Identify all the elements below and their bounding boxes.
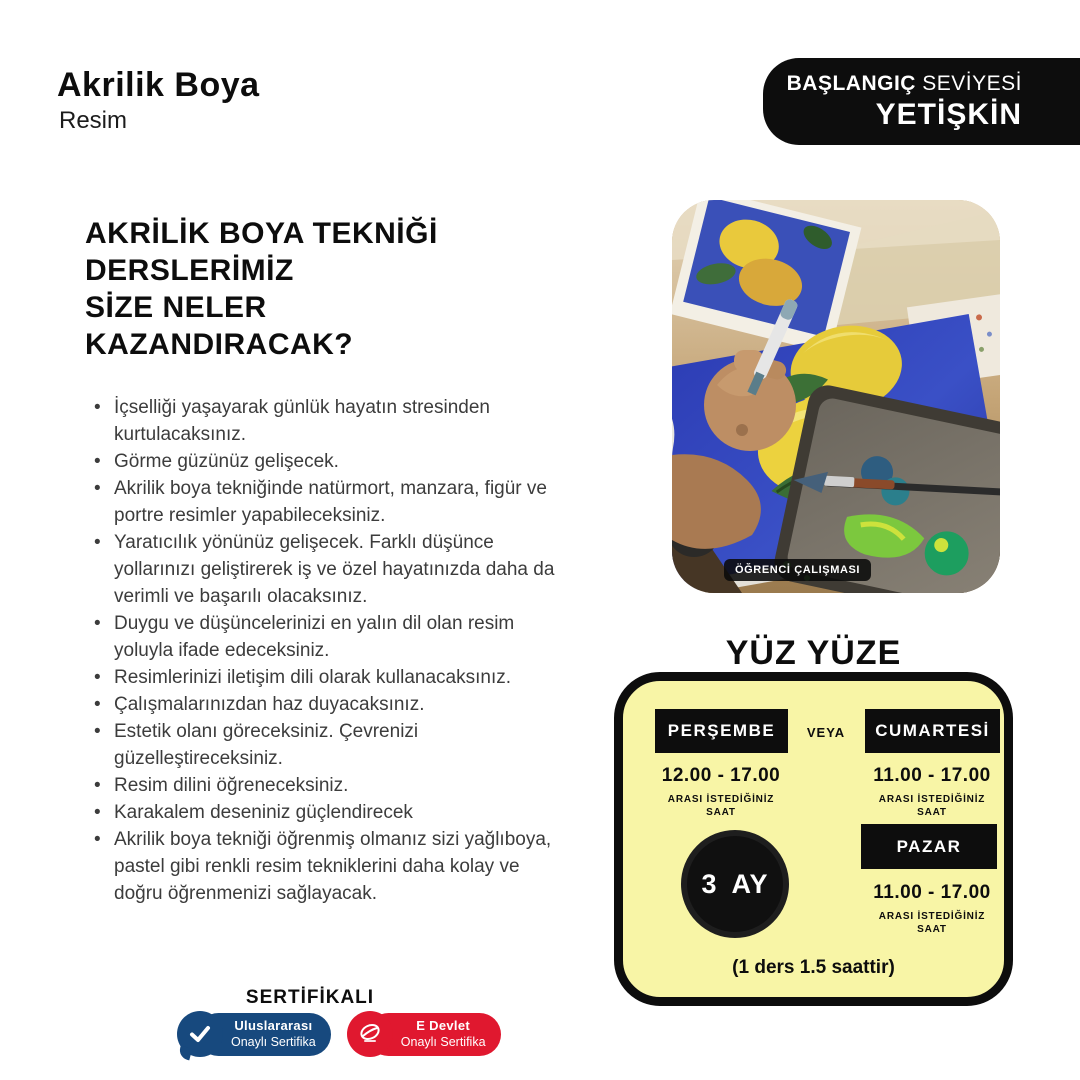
list-item: • Görme güzünüz gelişecek. <box>93 448 571 475</box>
list-item: • Duygu ve düşüncelerinizi en yalın dil olan resim yoluyla ifade edeceksiniz. <box>93 610 571 664</box>
hours-note-sunday: ARASI İSTEDİĞİNİZ SAAT <box>878 911 986 935</box>
list-item: • Akrilik boya tekniğinde natürmort, manzara, figür ve portre resimler yapabileceksiniz. <box>93 475 571 529</box>
certificate-title: Uluslararası <box>234 1017 313 1033</box>
course-subtitle: Resim <box>59 107 128 134</box>
duration-badge <box>681 830 789 938</box>
certificate-badge-international <box>177 1011 331 1057</box>
schedule-heading: YÜZ YÜZE <box>725 634 902 672</box>
hours-note-thursday: ARASI İSTEDİĞİNİZ SAAT <box>667 794 775 818</box>
intro-heading-line: DERSLERİMİZ <box>85 254 294 287</box>
list-item: • Karakalem deseniniz güçlendirecek <box>93 799 571 826</box>
level-badge-audience: YETİŞKİN <box>875 97 1022 131</box>
level-badge <box>763 58 1080 145</box>
intro-heading-line: SİZE NELER <box>85 291 267 324</box>
schedule-box <box>614 672 1013 1006</box>
certificate-badges <box>177 1011 501 1057</box>
day-chip-sunday: PAZAR <box>861 824 997 869</box>
certificates-heading: SERTİFİKALI <box>245 987 375 1008</box>
list-item: • Resim dilini öğreneceksiniz. <box>93 772 571 799</box>
list-item: • Akrilik boya tekniği öğrenmiş olmanız sizi yağlıboya, pastel gibi renkli resim tekniklerini daha kolay ve doğru öğrenmenizi sağlayacak. <box>93 826 571 907</box>
level-badge-line1 <box>763 72 1022 96</box>
or-label: VEYA <box>806 725 846 740</box>
level-badge-level-suffix: SEVİYESİ <box>915 71 1022 95</box>
day-chip-saturday: CUMARTESİ <box>865 709 1000 753</box>
intro-heading-line: KAZANDIRACAK? <box>85 328 354 361</box>
certificate-title: E Devlet <box>416 1017 470 1033</box>
hours-saturday: 11.00 - 17.00 <box>873 765 991 786</box>
hours-sunday: 11.00 - 17.00 <box>873 882 991 903</box>
photo-caption: ÖĞRENCİ ÇALIŞMASI <box>724 559 871 581</box>
hours-thursday: 12.00 - 17.00 <box>661 765 781 786</box>
schedule-footnote: (1 ders 1.5 saattir) <box>732 957 895 978</box>
list-item: • Estetik olanı göreceksiniz. Çevrenizi güzelleştireceksiniz. <box>93 718 571 772</box>
duration-unit: AY <box>731 868 769 899</box>
intro-heading-line: AKRİLİK BOYA TEKNİĞİ <box>85 217 438 250</box>
e-devlet-icon <box>347 1011 393 1057</box>
certificate-subtitle: Onaylı Sertifika <box>400 1034 486 1049</box>
list-item: • İçselliği yaşayarak günlük hayatın stresinden kurtulacaksınız. <box>93 394 571 448</box>
certificate-badge-edevlet <box>347 1011 501 1057</box>
day-chip-thursday: PERŞEMBE <box>655 709 788 753</box>
list-item: • Çalışmalarınızdan haz duyacaksınız. <box>93 691 571 718</box>
student-work-photo <box>672 200 1000 593</box>
course-title: Akrilik Boya <box>57 66 260 104</box>
student-photo-illustration <box>672 200 1000 593</box>
certificate-subtitle: Onaylı Sertifika <box>231 1034 316 1049</box>
hours-note-saturday: ARASI İSTEDİĞİNİZ SAAT <box>878 794 986 818</box>
list-item: • Yaratıcılık yönünüz gelişecek. Farklı düşünce yollarınızı geliştirerek iş ve özel hayatınızda daha da verimli ve başarılı olacaksınız. <box>93 529 571 610</box>
list-item: • Resimlerinizi iletişim dili olarak kullanacaksınız. <box>93 664 571 691</box>
check-icon <box>177 1011 223 1057</box>
duration-count: 3 <box>701 868 718 899</box>
level-badge-level: BAŞLANGIÇ <box>786 71 916 95</box>
benefits-list <box>93 394 571 907</box>
intro-heading <box>85 215 585 363</box>
